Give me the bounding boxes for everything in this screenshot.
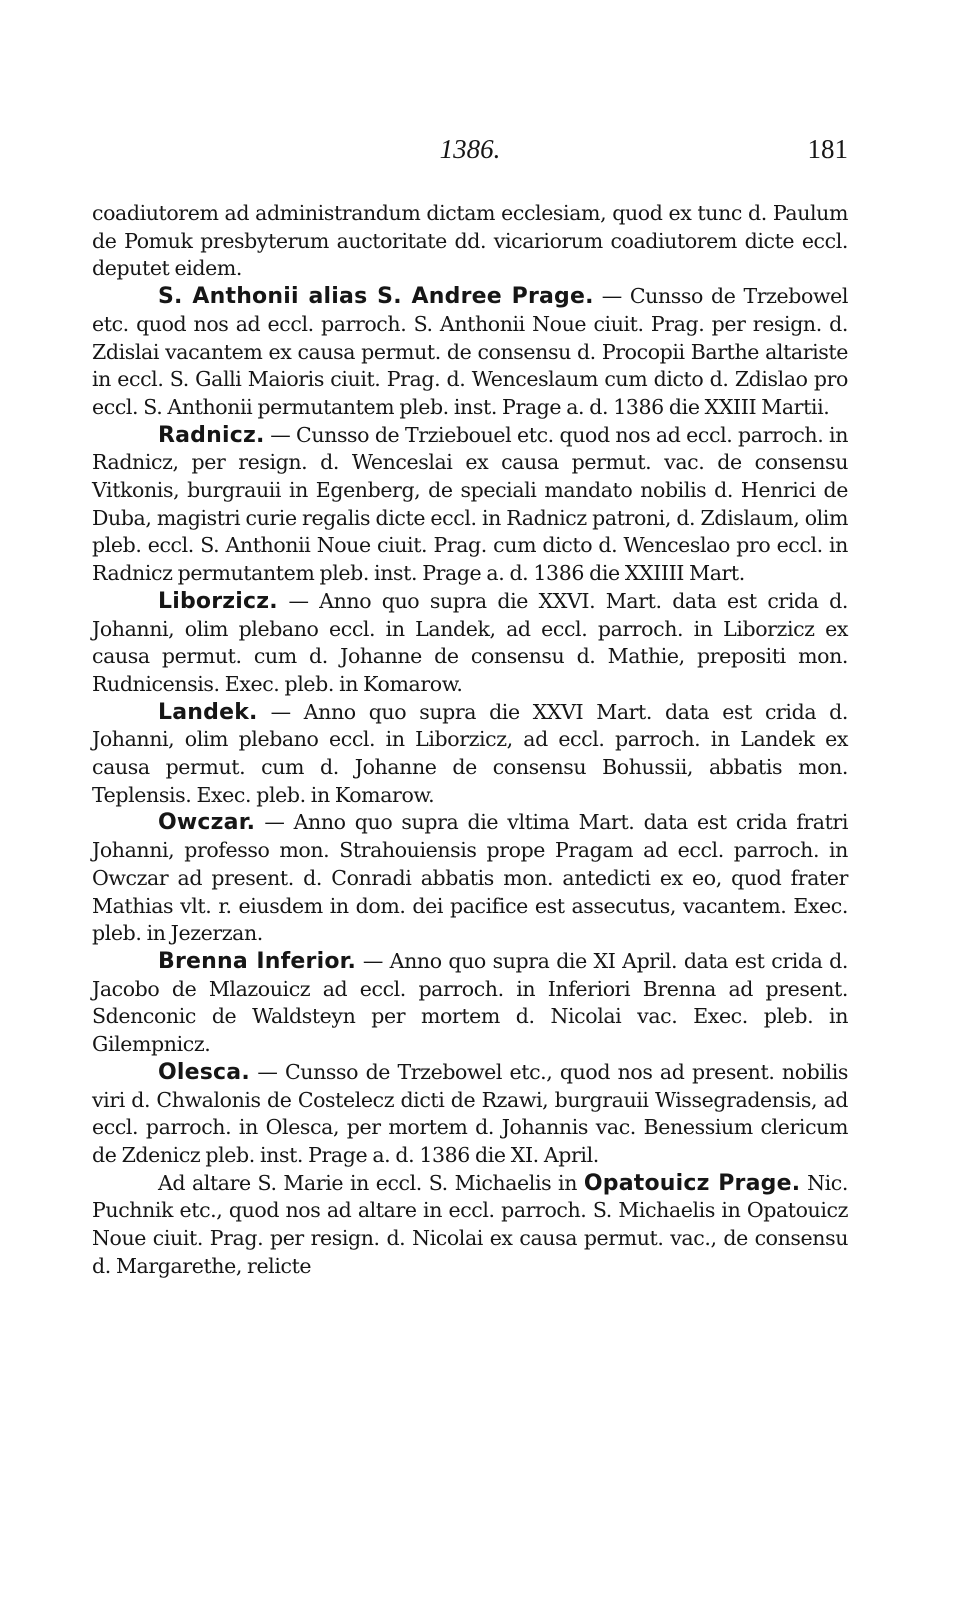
entry-landek	[92, 699, 848, 810]
page-number: 181	[807, 134, 848, 164]
entry-heading: Owczar.	[158, 810, 256, 836]
entry-owczar	[92, 809, 848, 948]
entry-text: — Anno quo supra die XI April. data est crida d. Jacobo de Mlazouicz ad eccl. parroch. in Inferiori Brenna ad present. Sdenconic de Waldsteyn per mortem d. Nicolai vac. Exec. pleb. in Gilempnicz.	[92, 948, 848, 1057]
page-year: 1386.	[439, 134, 501, 164]
entry-text: — Anno quo supra die vltima Mart. data est crida fratri Johanni, professo mon. Strahouiensis prope Pragam ad eccl. parroch. in Owczar ad present. d. Conradi abbatis mon. antedicti ex eo, quod frater Mathias vlt. r. eiusdem in dom. dei pacifice est assecutus, vacantem. Exec. pleb. in Jezerzan.	[92, 810, 848, 946]
entry-heading: Liborzicz.	[158, 588, 278, 614]
entry-heading: S. Anthonii alias S. Andree Prage.	[158, 284, 594, 310]
entry-heading: Brenna Inferior.	[158, 948, 357, 974]
entry-brenna-inferior	[92, 948, 848, 1059]
entry-opatouicz	[92, 1170, 848, 1281]
entry-olesca	[92, 1059, 848, 1170]
entry-continuation	[92, 200, 848, 283]
entry-text-after: Nic. Puchnik etc., quod nos ad altare in eccl. parroch. S. Michaelis in Opatouicz Noue ciuit. Prag. per resign. d. Nicolai ex causa permut. vac., de consensu d. Margarethe, relicte	[92, 1170, 848, 1278]
entry-text: coadiutorem ad administrandum dictam ecclesiam, quod ex tunc d. Paulum de Pomuk presbyterum auctoritate dd. vicariorum coadiutorem dicte eccl. deputet eidem.	[92, 201, 848, 281]
entry-s-anthonii	[92, 283, 848, 422]
entry-heading: Landek.	[158, 699, 258, 725]
entry-text: — Cunsso de Trzebowel etc. quod nos ad eccl. parroch. S. Anthonii Noue ciuit. Prag. per resign. d. Zdislai vacantem ex causa permut. de consensu d. Procopii Barthe altariste in eccl. S. Galli Maioris ciuit. Prag. d. Wenceslaum cum dicto d. Zdislao pro eccl. S. Anthonii permutantem pleb. inst. Prage a. d. 1386 die XXIII Martii.	[92, 284, 848, 419]
entry-heading: Opatouicz Prage.	[583, 1170, 801, 1196]
entry-text: — Anno quo supra die XXVI. Mart. data est crida d. Johanni, olim plebano eccl. in Landek, ad eccl. parroch. in Liborzicz ex causa permut. cum d. Johanne de consensu d. Mathie, prepositi mon. Rudnicensis. Exec. pleb. in Komarow.	[92, 588, 848, 696]
entry-text: — Cunsso de Trziebouel etc. quod nos ad eccl. parroch. in Radnicz, per resign. d. Wenceslai ex causa permut. vac. de consensu Vitkonis, burgrauii in Egenberg, de speciali mandato nobilis d. Henrici de Duba, magistri curie regalis dicte eccl. in Radnicz patroni, d. Zdislaum, olim pleb. eccl. S. Anthonii Noue ciuit. Prag. cum dicto d. Wenceslao pro eccl. in Radnicz permutantem pleb. inst. Prage a. d. 1386 die XXIIII Mart.	[92, 422, 848, 586]
entry-radnicz	[92, 422, 848, 588]
entry-text: — Cunsso de Trzebowel etc., quod nos ad present. nobilis viri d. Chwalonis de Costelecz dicti de Rzawi, burgrauii Wissegradensis, ad eccl. parroch. in Olesca, per mortem d. Johannis vac. Benessium clericum de Zdenicz pleb. inst. Prage a. d. 1386 die XI. April.	[92, 1059, 848, 1167]
entry-liborzicz	[92, 588, 848, 699]
entry-heading: Radnicz.	[158, 422, 265, 448]
page-header	[92, 134, 848, 174]
entry-text: — Anno quo supra die XXVI Mart. data est crida d. Johanni, olim plebano eccl. in Liborzicz, ad eccl. parroch. in Landek ex causa permut. cum d. Johanne de consensu Bohussii, abbatis mon. Teplensis. Exec. pleb. in Komarow.	[92, 699, 848, 807]
body-text	[92, 200, 848, 1280]
entry-text-before: Ad altare S. Marie in eccl. S. Michaelis in	[158, 1170, 584, 1195]
entry-heading: Olesca.	[158, 1059, 250, 1085]
